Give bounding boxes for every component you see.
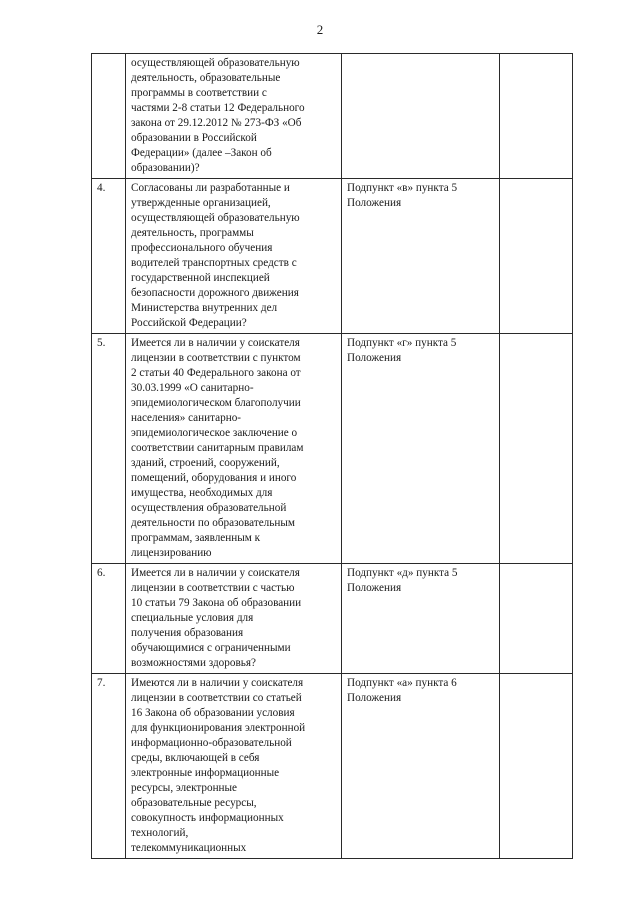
answer-cell: [500, 564, 573, 674]
question-text: осуществляющей образовательную деятельность, образовательные программы в соответствии с частями 2-8 статьи 12 Федерального закона от 29.12.2012 № 273-ФЗ «Об образовании в Российской Федерации» (далее –Закон об образовании)?: [126, 54, 342, 179]
answer-cell: [500, 179, 573, 334]
table-row: [92, 564, 573, 674]
row-number: 6.: [92, 564, 126, 674]
question-text: Имеются ли в наличии у соискателя лицензии в соответствии со статьей 16 Закона об образовании условия для функционирования электронной информационно-образовательной среды, включающей в себя электронные информационные ресурсы, электронные образовательные ресурсы, совокупность информационных технологий, телекоммуникационных: [126, 674, 342, 859]
row-number: 5.: [92, 334, 126, 564]
answer-cell: [500, 54, 573, 179]
question-text: Имеется ли в наличии у соискателя лицензии в соответствии с частью 10 статьи 79 Закона об образовании специальные условия для получения образования обучающимися с ограниченными возможностями здоровья?: [126, 564, 342, 674]
table-row: [92, 179, 573, 334]
legal-reference: Подпункт «г» пункта 5 Положения: [342, 334, 500, 564]
table-row: [92, 54, 573, 179]
legal-reference: Подпункт «д» пункта 5 Положения: [342, 564, 500, 674]
table-row: [92, 674, 573, 859]
page-number: 2: [316, 22, 324, 37]
row-number: 4.: [92, 179, 126, 334]
question-text: Согласованы ли разработанные и утвержденные организацией, осуществляющей образовательную деятельность, программы профессионального обучения водителей транспортных средств с государственной инспекцией безопасности дорожного движения Министерства внутренних дел Российской Федерации?: [126, 179, 342, 334]
answer-cell: [500, 674, 573, 859]
table-row: [92, 334, 573, 564]
checklist-table: [91, 53, 573, 859]
question-text: Имеется ли в наличии у соискателя лицензии в соответствии с пунктом 2 статьи 40 Федерального закона от 30.03.1999 «О санитарно- эпидемиологическом благополучии населения» санитарно- эпидемиологическое заключение о соответствии санитарным правилам зданий, строений, сооружений, помещений, оборудования и иного имущества, необходимых для осуществления образовательной деятельности по образовательным программам, заявленным к лицензированию: [126, 334, 342, 564]
row-number: [92, 54, 126, 179]
legal-reference: [342, 54, 500, 179]
answer-cell: [500, 334, 573, 564]
legal-reference: Подпункт «а» пункта 6 Положения: [342, 674, 500, 859]
legal-reference: Подпункт «в» пункта 5 Положения: [342, 179, 500, 334]
row-number: 7.: [92, 674, 126, 859]
